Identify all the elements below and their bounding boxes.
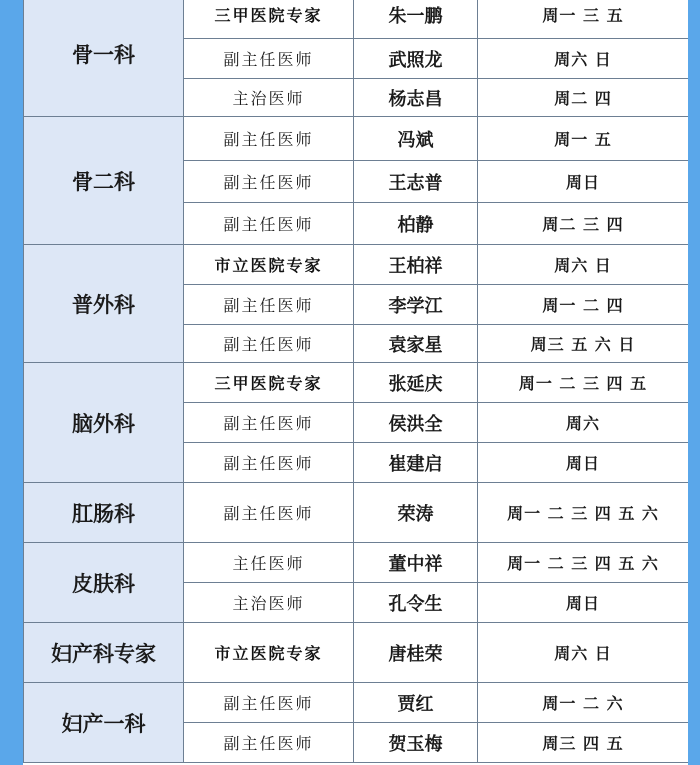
doctor-title: 主治医师 [184, 583, 354, 623]
doctor-name: 侯洪全 [354, 403, 478, 443]
doctor-name: 崔建启 [354, 443, 478, 483]
schedule-days: 周一 三 五 [478, 0, 689, 39]
doctor-title: 市立医院专家 [184, 245, 354, 285]
table-row [24, 117, 689, 161]
doctor-title: 副主任医师 [184, 683, 354, 723]
doctor-name: 柏静 [354, 203, 478, 245]
doctor-title: 副主任医师 [184, 39, 354, 79]
doctor-name: 李学江 [354, 285, 478, 325]
doctor-title: 主任医师 [184, 543, 354, 583]
doctor-name: 冯斌 [354, 117, 478, 161]
department-name: 骨二科 [24, 117, 184, 245]
doctor-title: 主治医师 [184, 79, 354, 117]
schedule-days: 周六 日 [478, 623, 689, 683]
doctor-title: 三甲医院专家 [184, 0, 354, 39]
schedule-days: 周日 [478, 583, 689, 623]
doctor-name: 袁家星 [354, 325, 478, 363]
department-name: 普外科 [24, 245, 184, 363]
schedule-body [24, 0, 689, 763]
doctor-name: 董中祥 [354, 543, 478, 583]
doctor-title: 副主任医师 [184, 117, 354, 161]
doctor-title: 副主任医师 [184, 161, 354, 203]
schedule-days: 周六 [478, 403, 689, 443]
doctor-title: 副主任医师 [184, 443, 354, 483]
schedule-days: 周三 四 五 [478, 723, 689, 763]
doctor-title: 副主任医师 [184, 203, 354, 245]
table-row [24, 483, 689, 543]
doctor-name: 孔令生 [354, 583, 478, 623]
schedule-days: 周日 [478, 161, 689, 203]
schedule-days: 周六 日 [478, 245, 689, 285]
doctor-schedule-table [23, 0, 688, 763]
table-row [24, 245, 689, 285]
doctor-name: 朱一鹏 [354, 0, 478, 39]
schedule-days: 周三 五 六 日 [478, 325, 689, 363]
department-name: 骨一科 [24, 0, 184, 117]
department-name: 皮肤科 [24, 543, 184, 623]
department-name: 脑外科 [24, 363, 184, 483]
doctor-name: 王柏祥 [354, 245, 478, 285]
doctor-name: 武照龙 [354, 39, 478, 79]
schedule-days: 周一 二 三 四 五 六 [478, 543, 689, 583]
schedule-days: 周一 二 三 四 五 [478, 363, 689, 403]
doctor-name: 贺玉梅 [354, 723, 478, 763]
table-row [24, 0, 689, 39]
table-row [24, 543, 689, 583]
schedule-days: 周一 二 三 四 五 六 [478, 483, 689, 543]
table-row [24, 363, 689, 403]
department-name: 妇产一科 [24, 683, 184, 763]
schedule-days: 周一 二 四 [478, 285, 689, 325]
doctor-name: 贾红 [354, 683, 478, 723]
table-row [24, 623, 689, 683]
doctor-title: 副主任医师 [184, 325, 354, 363]
doctor-title: 副主任医师 [184, 483, 354, 543]
doctor-title: 市立医院专家 [184, 623, 354, 683]
schedule-days: 周二 四 [478, 79, 689, 117]
department-name: 肛肠科 [24, 483, 184, 543]
department-name: 妇产科专家 [24, 623, 184, 683]
doctor-name: 王志普 [354, 161, 478, 203]
doctor-name: 张延庆 [354, 363, 478, 403]
doctor-title: 三甲医院专家 [184, 363, 354, 403]
doctor-title: 副主任医师 [184, 723, 354, 763]
doctor-name: 唐桂荣 [354, 623, 478, 683]
schedule-days: 周一 二 六 [478, 683, 689, 723]
table-row [24, 683, 689, 723]
schedule-sheet [23, 0, 688, 765]
schedule-days: 周二 三 四 [478, 203, 689, 245]
doctor-name: 荣涛 [354, 483, 478, 543]
doctor-title: 副主任医师 [184, 403, 354, 443]
schedule-days: 周日 [478, 443, 689, 483]
schedule-days: 周一 五 [478, 117, 689, 161]
doctor-title: 副主任医师 [184, 285, 354, 325]
schedule-days: 周六 日 [478, 39, 689, 79]
doctor-name: 杨志昌 [354, 79, 478, 117]
